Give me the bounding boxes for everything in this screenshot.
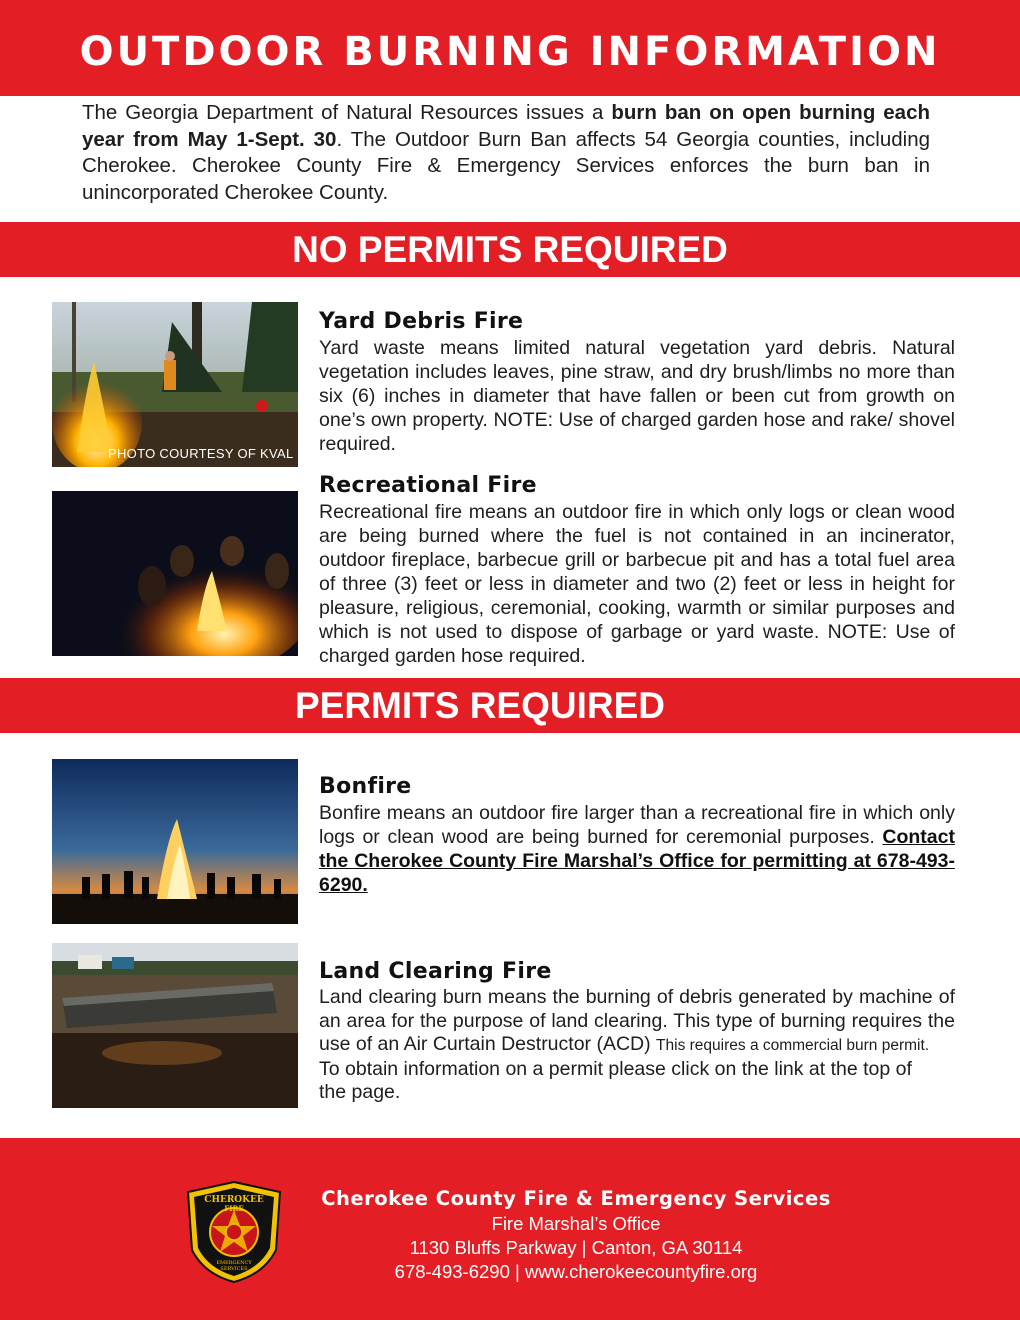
bonfire-image (52, 759, 298, 924)
badge-bottom-text-1: EMERGENCY (216, 1260, 252, 1266)
yard-debris-image (52, 302, 298, 467)
permits-heading: PERMITS REQUIRED (294, 685, 666, 726)
recreational-fire-section (319, 472, 955, 668)
bonfire-description (319, 801, 955, 897)
footer-org-name: Cherokee County Fire & Emergency Services (321, 1187, 831, 1210)
no-permits-heading: NO PERMITS REQUIRED (292, 229, 728, 270)
bonfire-title: Bonfire (319, 774, 412, 799)
recreational-fire-title: Recreational Fire (319, 473, 537, 498)
footer-office: Fire Marshal’s Office (491, 1213, 661, 1234)
page-title: OUTDOOR BURNING INFORMATION (79, 29, 941, 75)
intro-paragraph (82, 100, 930, 206)
yard-debris-photo (52, 302, 298, 467)
photo-credit: PHOTO COURTESY OF KVAL (108, 446, 294, 461)
permit-info-text: To obtain information on a permit please click on the link at the top of the page. (319, 1057, 912, 1103)
land-clearing-description (319, 986, 955, 1058)
permits-banner (0, 678, 1020, 733)
no-permits-banner (0, 222, 1020, 277)
land-clearing-image (52, 943, 298, 1108)
yard-debris-description: Yard waste means limited natural vegetation yard debris. Natural vegetation includes leaves, pine straw, and dry brush/limbs no more than six (6) inches in diameter that have fallen or been cut from growth on one’s own property. NOTE: Use of charged garden hose and rake/ shovel required. (319, 337, 955, 455)
intro-text-2: . The Outdoor Burn Ban affects 54 Georgia counties, including Cherokee. Cherokee County Fire & Emergency Services enforces the burn ban in unincorporated Cherokee County. (82, 127, 931, 204)
badge-top-text: CHEROKEE (204, 1195, 264, 1205)
cherokee-fire-badge-logo (184, 1180, 284, 1284)
bonfire-photo (52, 759, 298, 924)
land-clearing-section (319, 958, 955, 1105)
campfire-image (52, 491, 298, 656)
footer-contact[interactable]: 678-493-6290 | www.cherokeecountyfire.org (394, 1261, 758, 1282)
title-banner (0, 0, 1020, 96)
fire-marshal-contact-link[interactable]: Contact the Cherokee County Fire Marshal’s Office for permitting at 678-493-6290. (319, 826, 955, 896)
yard-debris-title: Yard Debris Fire (319, 309, 524, 334)
recreational-fire-description: Recreational fire means an outdoor fire in which only logs or clean wood are being burned where the fuel is not contained in an incinerator, outdoor fireplace, barbecue grill or barbecue pit and has a total fuel area of three (3) feet or less in diameter and two (2) feet or less in height for pleasure, religious, ceremonial, cooking, warmth or similar purposes and which is not used to dispose of garbage or yard waste. NOTE: Use of charged garden hose required. (319, 501, 955, 667)
badge-bottom-text-2: SERVICES (220, 1266, 248, 1272)
land-clearing-photo (52, 943, 298, 1108)
land-clearing-text: Land clearing burn means the burning of debris generated by machine of an area for the purpose of land clearing. This type of burning requires the use of an Air Curtain Destructor (ACD) (319, 986, 955, 1055)
commercial-permit-note: This requires a commercial burn permit. (656, 1037, 930, 1054)
bonfire-section (319, 773, 955, 897)
land-clearing-title: Land Clearing Fire (319, 959, 552, 984)
bonfire-text: Bonfire means an outdoor fire larger than a recreational fire in which only logs or clean wood are being burned for ceremonial purposes. (319, 802, 955, 848)
badge-fire-text: FIRE (224, 1204, 244, 1213)
footer-banner (0, 1138, 1020, 1320)
footer-contact-block (300, 1186, 852, 1284)
footer-address: 1130 Bluffs Parkway | Canton, GA 30114 (409, 1237, 743, 1258)
intro-bold-text: burn ban on open burning each year from May 1-Sept. 30 (82, 101, 930, 151)
yard-debris-fire-section (319, 308, 955, 456)
intro-text-1: The Georgia Department of Natural Resources issues a (82, 101, 612, 124)
recreational-fire-photo (52, 491, 298, 656)
